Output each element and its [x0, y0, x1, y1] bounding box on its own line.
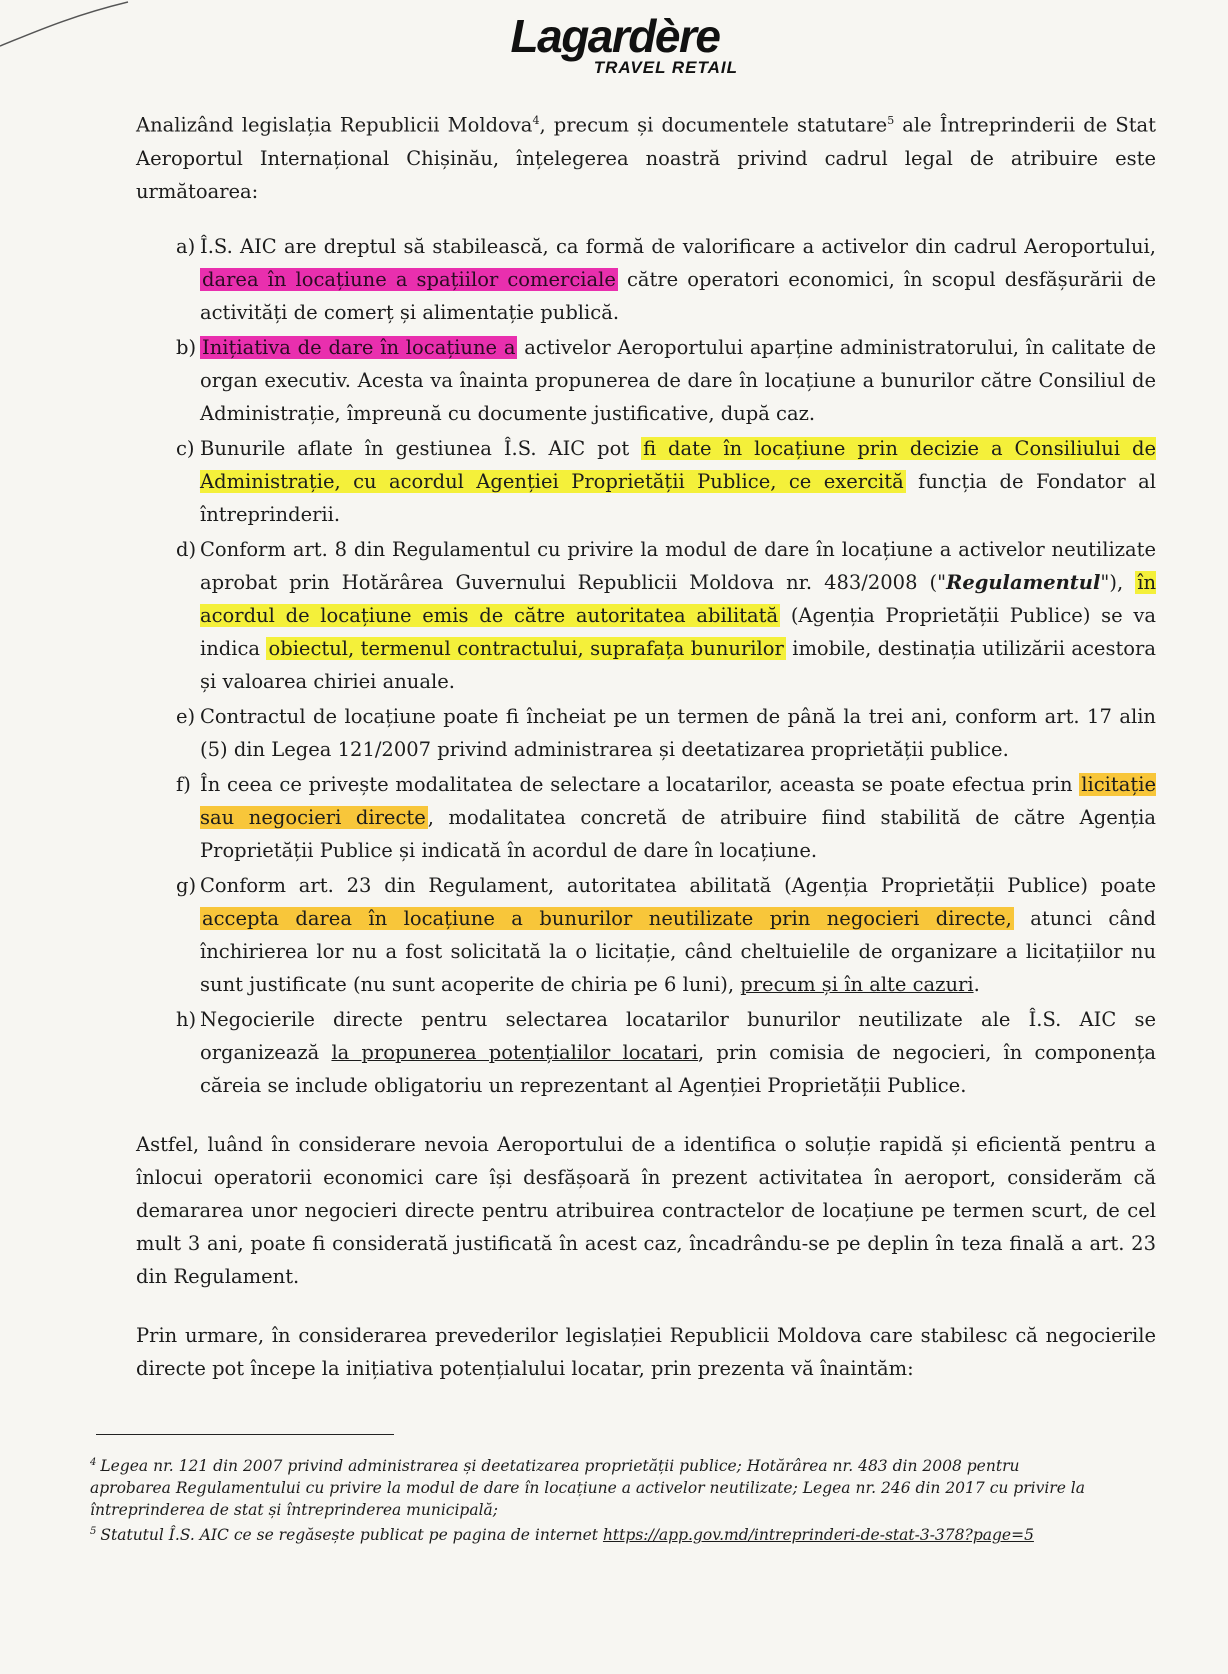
logo-wordmark: Lagardère: [510, 10, 720, 62]
scan-edge-mark: [0, 0, 130, 60]
footnote-ref-4: 4: [532, 114, 540, 127]
footnotes: [90, 1452, 1090, 1546]
highlight-yellow: fi date în locațiune prin decizie a Consiliului de Administrație, cu acordul Agenției Proprietății Publice, ce exercită: [200, 436, 1156, 493]
item-label: e): [176, 704, 196, 728]
item-label: d): [176, 537, 197, 561]
highlight-orange: licitație sau negocieri directe: [200, 772, 1156, 829]
highlight-yellow: în acordul de locațiune emis de către autoritatea abilitată: [200, 570, 1156, 627]
list-item-a: a) Î.S. AIC are dreptul să stabilească, ca formă de valorificare a activelor din cadrul Aeroportului, darea în locațiune a spațiilor comerciale către operatori economici, în scopul desfășurării de activități de comerț și alimentație publică.: [136, 230, 1156, 329]
item-label: h): [176, 1007, 197, 1031]
conclusion-paragraph: Astfel, luând în considerare nevoia Aeroportului de a identifica o soluție rapidă și eficientă pentru a înlocui operatorii economici care își desfășoară în prezent activitatea în aeroport, considerăm că demararea unor negocieri directe pentru atribuirea contractelor de locațiune pe termen scurt, de cel mult 3 ani, poate fi considerată justificată în acest caz, încadrându-se pe deplin în teza finală a art. 23 din Regulament.: [136, 1132, 1156, 1288]
footnote-ref-5: 5: [887, 114, 895, 127]
company-logo: [480, 10, 750, 88]
footnote-number: 5: [90, 1526, 97, 1538]
item-label: f): [176, 772, 191, 796]
item-label: b): [176, 335, 197, 359]
highlight-pink: Inițiativa de dare în locațiune a: [202, 335, 516, 359]
footnote-number: 4: [90, 1457, 97, 1468]
request-paragraph: Prin urmare, în considerarea prevederilor legislației Republicii Moldova care stabilesc că negocierile directe pot începe la inițiativa potențialului locatar, prin prezenta vă înaintăm:: [136, 1323, 1156, 1380]
list-item-f: f) În ceea ce privește modalitatea de selectare a locatarilor, aceasta se poate efectua prin licitație sau negocieri directe , modalitatea concretă de atribuire fiind stabilită de către Agenția Proprietății Publice și indicată în acordul de dare în locațiune.: [136, 768, 1156, 867]
list-item-e: e) Contractul de locațiune poate fi încheiat pe un termen de până la trei ani, conform art. 17 alin (5) din Legea 121/2007 privind administrarea și deetatizarea proprietății publice.: [136, 700, 1156, 766]
footnote-divider: [96, 1434, 394, 1435]
intro-paragraph: Analizând legislația Republicii Moldova$^4$, precum și documentele statutare$^5$ ale Întreprinderii de Stat Aeroportul Internațional Chișinău, înțelegerea noastră privind cadrul legal de atribuire este următoarea:: [136, 113, 1156, 203]
footnote-link[interactable]: https://app.gov.md/intreprinderi-de-stat-3-378?page=5: [602, 1526, 1034, 1545]
list-item-g: g) Conform art. 23 din Regulament, autoritatea abilitată (Agenția Proprietății Publice) poate accepta darea în locațiune a bunurilor neutilizate prin negocieri directe, atunci când închirierea lor nu a fost solicitată la o licitație, când cheltuielile de organizare a licitațiilor nu sunt justificate (nu sunt acoperite de chiria pe 6 luni), precum și în alte cazuri.: [136, 869, 1156, 1001]
highlight-pink: darea în locațiune a spațiilor comerciale: [202, 267, 616, 291]
footnote-4: $^4$ Legea nr. 121 din 2007 privind administrarea și deetatizarea proprietății publice; Hotărârea nr. 483 din 2008 pentru aprobarea Regulamentului cu privire la modul de dare în locațiune a activelor neutilizate; Legea nr. 246 din 2017 cu privire la întreprinderea de stat și întreprinderea municipală;: [90, 1457, 1085, 1520]
item-label: g): [176, 873, 197, 897]
item-label: c): [176, 436, 195, 460]
underlined-text: la propunerea potențialilor locatari: [331, 1040, 699, 1064]
underlined-text: precum și în alte cazuri: [740, 972, 974, 996]
list-item-h: h) Negocierile directe pentru selectarea locatarilor bunurilor neutilizate ale Î.S. AIC se organizează la propunerea potențialilor locatari, prin comisia de negocieri, în componența căreia se include obligatoriu un reprezentant al Agenției Proprietății Publice.: [136, 1003, 1156, 1102]
defined-term: Regulamentul: [946, 570, 1101, 594]
list-item-c: c) Bunurile aflate în gestiunea Î.S. AIC pot fi date în locațiune prin decizie a Consiliului de Administrație, cu acordul Agenției Proprietății Publice, ce exercită funcția de Fondator al întreprinderii.: [136, 432, 1156, 531]
list-item-d: d) Conform art. 8 din Regulamentul cu privire la modul de dare în locațiune a activelor neutilizate aprobat prin Hotărârea Guvernului Republicii Moldova nr. 483/2008 ("Regulamentul"), în acordul de locațiune emis de către autoritatea abilitată (Agenția Proprietății Publice) se va indica obiectul, termenul contractului, suprafața bunurilor imobile, destinația utilizării acestora și valoarea chiriei anuale.: [136, 533, 1156, 698]
footnote-5: $^5$ Statutul Î.S. AIC ce se regăsește publicat pe pagina de internet https://app.gov.md/intreprinderi-de-stat-3-378?page=5: [90, 1526, 1034, 1545]
list-item-b: b) Inițiativa de dare în locațiune a activelor Aeroportului aparține administratorului, în calitate de organ executiv. Acesta va înainta propunerea de dare în locațiune a bunurilor către Consiliul de Administrație, împreună cu documente justificative, după caz.: [136, 331, 1156, 430]
item-label: a): [176, 234, 196, 258]
legal-framework-list: [136, 230, 1156, 1102]
logo-subtitle: TRAVEL RETAIL: [593, 58, 738, 77]
highlight-yellow: obiectul, termenul contractului, suprafața bunurilor: [268, 636, 784, 660]
highlight-orange: accepta darea în locațiune a bunurilor neutilizate prin negocieri directe,: [202, 906, 1012, 930]
document-body: [136, 104, 1156, 1385]
